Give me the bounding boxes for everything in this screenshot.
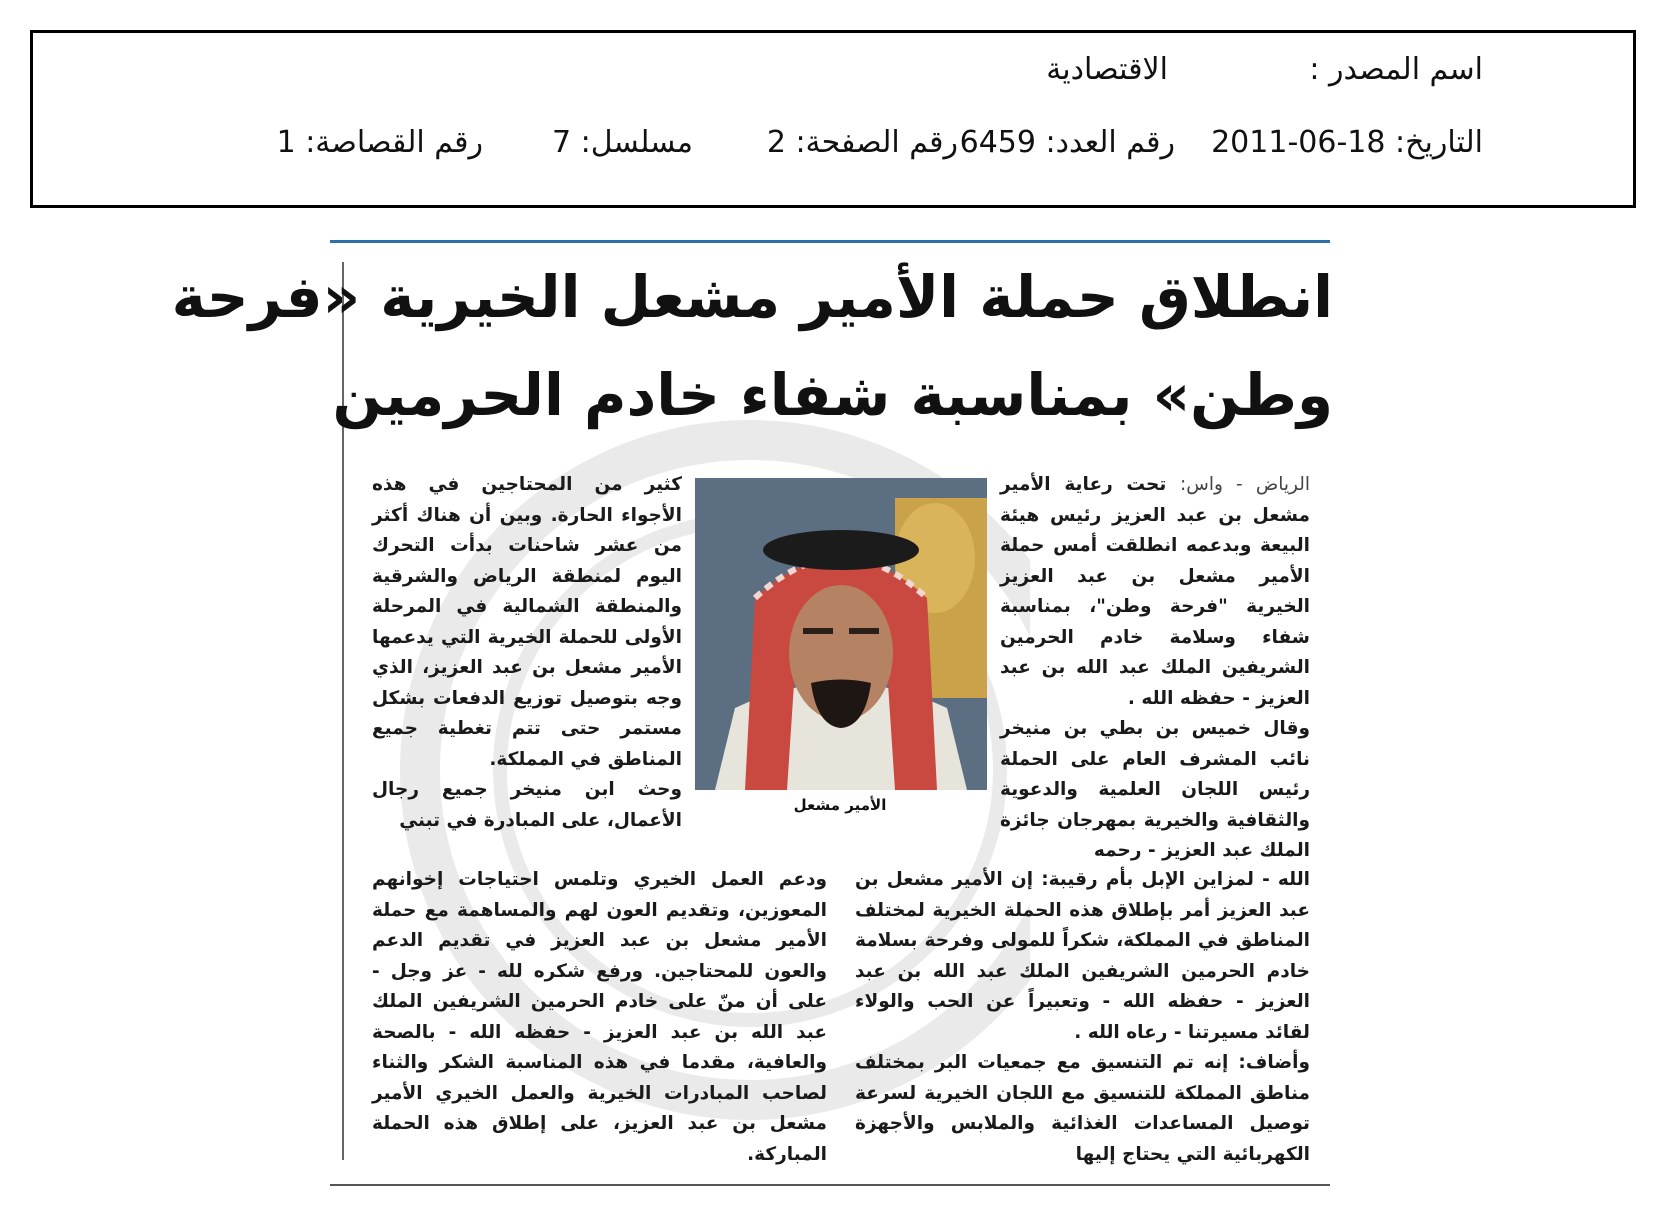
- page-number-field: رقم الصفحة: 2: [766, 125, 958, 160]
- article-top-rule: [330, 240, 1330, 243]
- column-3-paragraph-2: وحث ابن منيخر جميع رجال الأعمال، على المبادرة في تبني: [372, 779, 682, 831]
- clipping-number-field: رقم القصاصة: 1: [276, 125, 483, 160]
- source-value: الاقتصادية: [1046, 52, 1168, 87]
- column-2-paragraph-1: الله - لمزاين الإبل بأم رقيبة: إن الأمير مشعل بن عبد العزيز أمر بإطلاق هذه الحملة الخيرية لمختلف المناطق في المملكة، شكراً للمولى وفرحة بسلامة خادم الحرمين الشريفين الملك عبد الله بن عبد العزيز - حفظه الله - وتعبيراً عن الحب والولاء لقائد مسيرتنا - رعاه الله .: [855, 869, 1310, 1043]
- issue-number-field: رقم العدد: 6459: [959, 125, 1175, 160]
- dateline: الرياض - واس:: [1180, 474, 1310, 495]
- column-2-paragraph-2: وأضاف: إنه تم التنسيق مع جمعيات البر بمختلف مناطق المملكة للتنسيق مع اللجان الخيرية لسرعة توصيل المساعدات الغذائية والملابس والأجهزة الكهربائية التي يحتاج إليها: [855, 1052, 1310, 1165]
- date-field: التاريخ: 18-06-2011: [1211, 125, 1483, 160]
- source-label: اسم المصدر :: [1309, 52, 1483, 87]
- article-column-2: [855, 865, 1310, 1175]
- column-4-paragraph-1: ودعم العمل الخيري وتلمس احتياجات إخوانهم المعوزين، وتقديم العون لهم والمساهمة مع حملة الأمير مشعل بن عبد العزيز في تقديم الدعم والعون للمحتاجين. ورفع شكره لله - عز وجل - على أن منّ على خادم الحرمين الشريفين الملك عبد الله بن عبد العزيز - حفظه الله - بالصحة والعافية، مقدما في هذه المناسبة الشكر والثناء لصاحب المبادرات الخيرية والعمل الخيري الأمير مشعل بن عبد العزيز، على إطلاق هذه الحملة المباركة.: [372, 869, 827, 1165]
- prince-photo: [695, 478, 987, 790]
- article-column-4: [372, 865, 827, 1175]
- photo-caption: الأمير مشعل: [793, 796, 887, 814]
- column-3-paragraph-1: كثير من المحتاجين في هذه الأجواء الحارة. وبين أن هناك أكثر من عشر شاحنات بدأت التحرك اليوم لمنطقة الرياض والشرقية والمنطقة الشمالية في المرحلة الأولى للحملة الخيرية التي يدعمها الأمير مشعل بن عبد العزيز، الذي وجه بتوصيل توزيع الدفعات بشكل مستمر حتى تتم تغطية جميع المناطق في المملكة.: [372, 474, 682, 770]
- serial-field: مسلسل: 7: [552, 125, 693, 160]
- article-bottom-rule: [330, 1184, 1330, 1186]
- article-column-3: [372, 470, 682, 860]
- article-column-1: [1000, 470, 1310, 860]
- column-1-paragraph-1: الرياض - واس: تحت رعاية الأمير مشعل بن عبد العزيز رئيس هيئة البيعة وبدعمه انطلقت أمس حملة الأمير مشعل بن عبد العزيز الخيرية "فرحة وطن"، بمناسبة شفاء وسلامة خادم الحرمين الشريفين الملك عبد الله بن عبد العزيز - حفظه الله .: [1000, 474, 1310, 709]
- column-1-paragraph-2: وقال خميس بن بطي بن منيخر نائب المشرف العام على الحملة رئيس اللجان العلمية والدعوية والثقافية والخيرية بمهرجان جائزة الملك عبد العزيز - رحمه: [1000, 718, 1310, 861]
- portrait-illustration: [695, 478, 987, 790]
- headline-line-2: وطن» بمناسبة شفاء خادم الحرمين: [332, 361, 1333, 429]
- headline-line-1: انطلاق حملة الأمير مشعل الخيرية «فرحة: [171, 263, 1333, 331]
